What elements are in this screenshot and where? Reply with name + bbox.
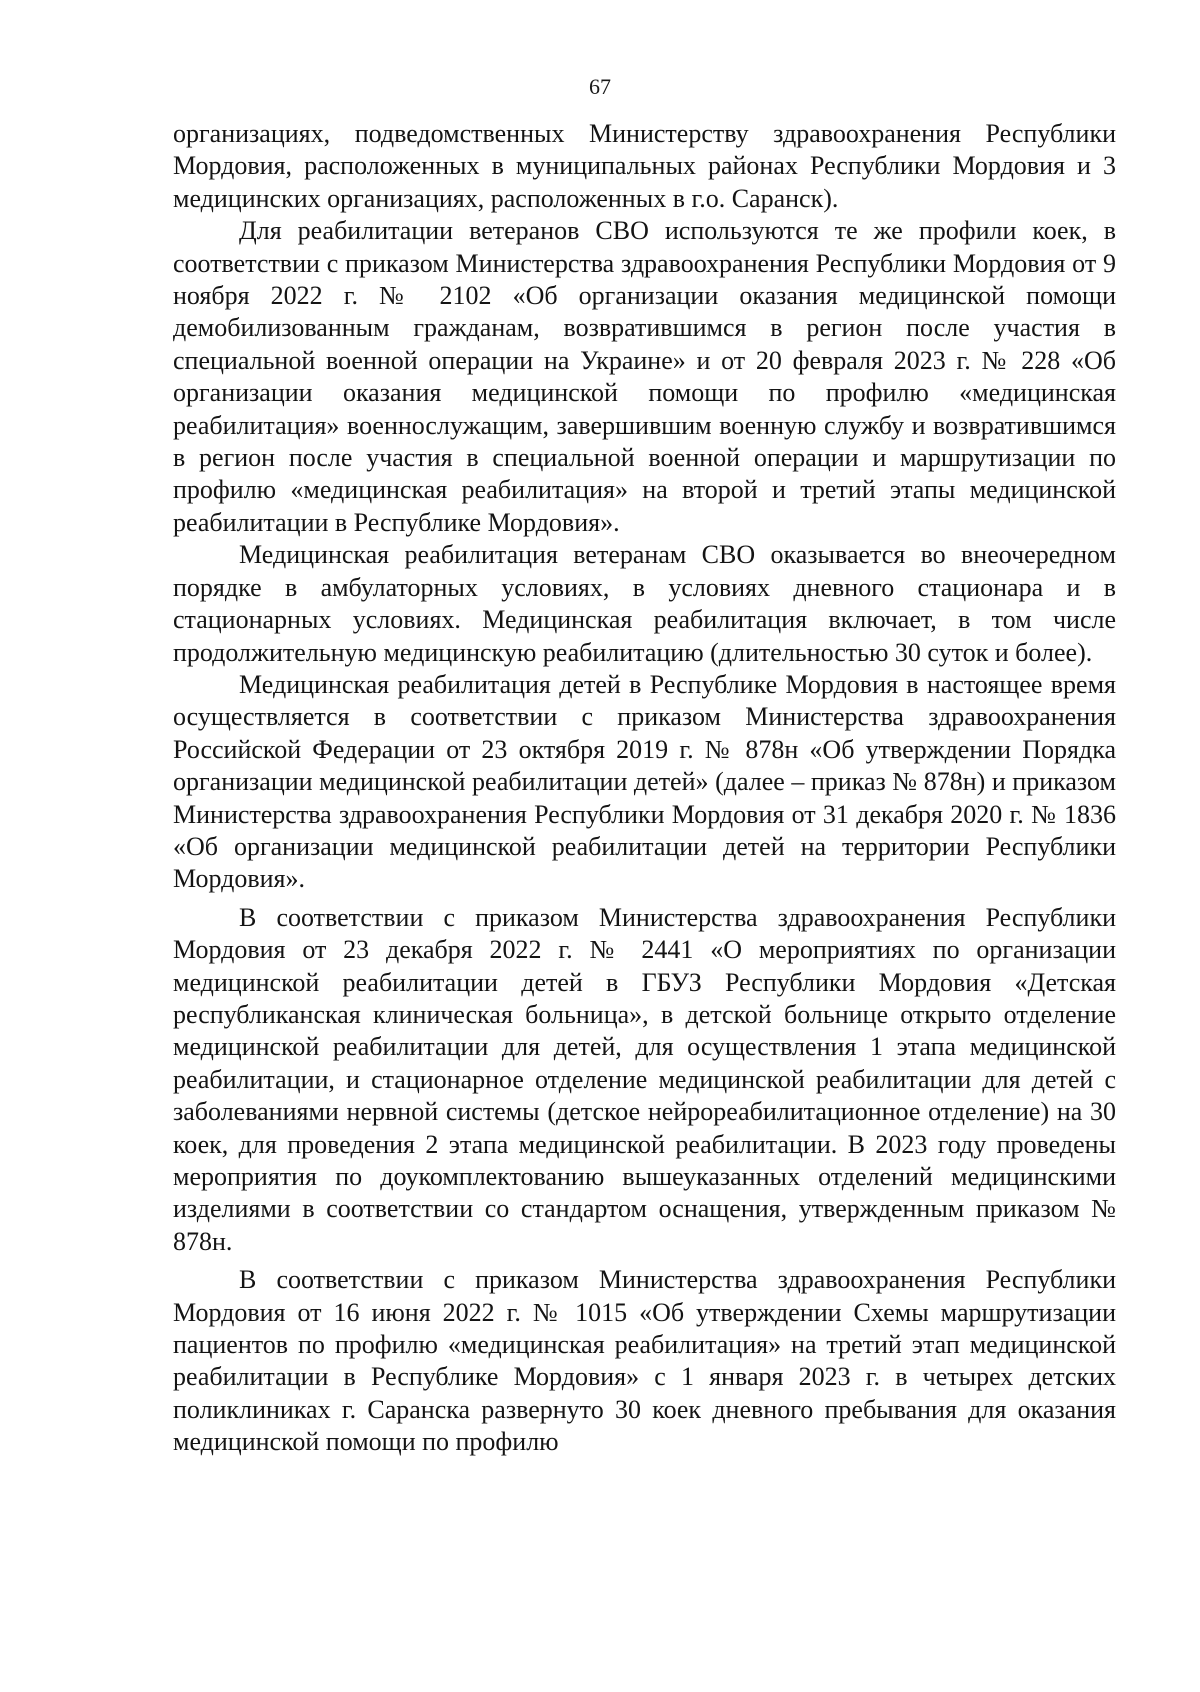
paragraph-continued: организациях, подведомственных Министерству здравоохранения Республики Мордовия, расположенных в муниципальных районах Республики Мордовия и 3 медицинских организациях, расположенных в г.о. Саранск). xyxy=(173,119,1116,213)
document-body xyxy=(173,118,1116,1459)
paragraph-children-rehabilitation: Медицинская реабилитация детей в Республике Мордовия в настоящее время осуществляется в соответствии с приказом Министерства здравоохранения Российской Федерации от 23 октября 2019 г. № 878н «Об утверждении Порядка организации медицинской реабилитации детей» (далее – приказ № 878н) и приказом Министерства здравоохранения Республики Мордовия от 31 декабря 2020 г. № 1836 «Об организации медицинской реабилитации детей на территории Республики Мордовия». xyxy=(173,669,1116,894)
paragraph-svo-rehabilitation-conditions: Медицинская реабилитация ветеранам СВО оказывается во внеочередном порядке в амбулаторных условиях, в условиях дневного стационара и в стационарных условиях. Медицинская реабилитация включает, в том числе продолжительную медицинскую реабилитацию (длительностью 30 суток и более). xyxy=(173,540,1116,667)
page-number: 67 xyxy=(589,74,611,99)
paragraph-order-2441: В соответствии с приказом Министерства здравоохранения Республики Мордовия от 23 декабря 2022 г. № 2441 «О мероприятиях по организации медицинской реабилитации детей в ГБУЗ Республики Мордовия «Детская республиканская клиническая больница», в детской больнице открыто отделение медицинской реабилитации для детей, для осуществления 1 этапа медицинской реабилитации, и стационарное отделение медицинской реабилитации для детей с заболеваниями нервной системы (детское нейрореабилитационное отделение) на 30 коек, для проведения 2 этапа медицинской реабилитации. В 2023 году проведены мероприятия по доукомплектованию вышеуказанных отделений медицинскими изделиями в соответствии со стандартом оснащения, утвержденным приказом № 878н. xyxy=(173,902,1116,1256)
paragraph-order-1015: В соответствии с приказом Министерства здравоохранения Республики Мордовия от 16 июня 2022 г. № 1015 «Об утверждении Схемы маршрутизации пациентов по профилю «медицинская реабилитация» на третий этап медицинской реабилитации в Республике Мордовия» с 1 января 2023 г. в четырех детских поликлиниках г. Саранска развернуто 30 коек дневного пребывания для оказания медицинской помощи по профилю xyxy=(173,1265,1116,1457)
paragraph-svo-rehabilitation-orders: Для реабилитации ветеранов СВО используются те же профили коек, в соответствии с приказом Министерства здравоохранения Республики Мордовия от 9 ноября 2022 г. № 2102 «Об организации оказания медицинской помощи демобилизованным гражданам, возвратившимся в регион после участия в специальной военной операции на Украине» и от 20 февраля 2023 г. № 228 «Об организации оказания медицинской помощи по профилю «медицинская реабилитация» военнослужащим, завершившим военную службу и возвратившимся в регион после участия в специальной военной операции и маршрутизации по профилю «медицинская реабилитация» на второй и третий этапы медицинской реабилитации в Республике Мордовия». xyxy=(173,216,1116,537)
